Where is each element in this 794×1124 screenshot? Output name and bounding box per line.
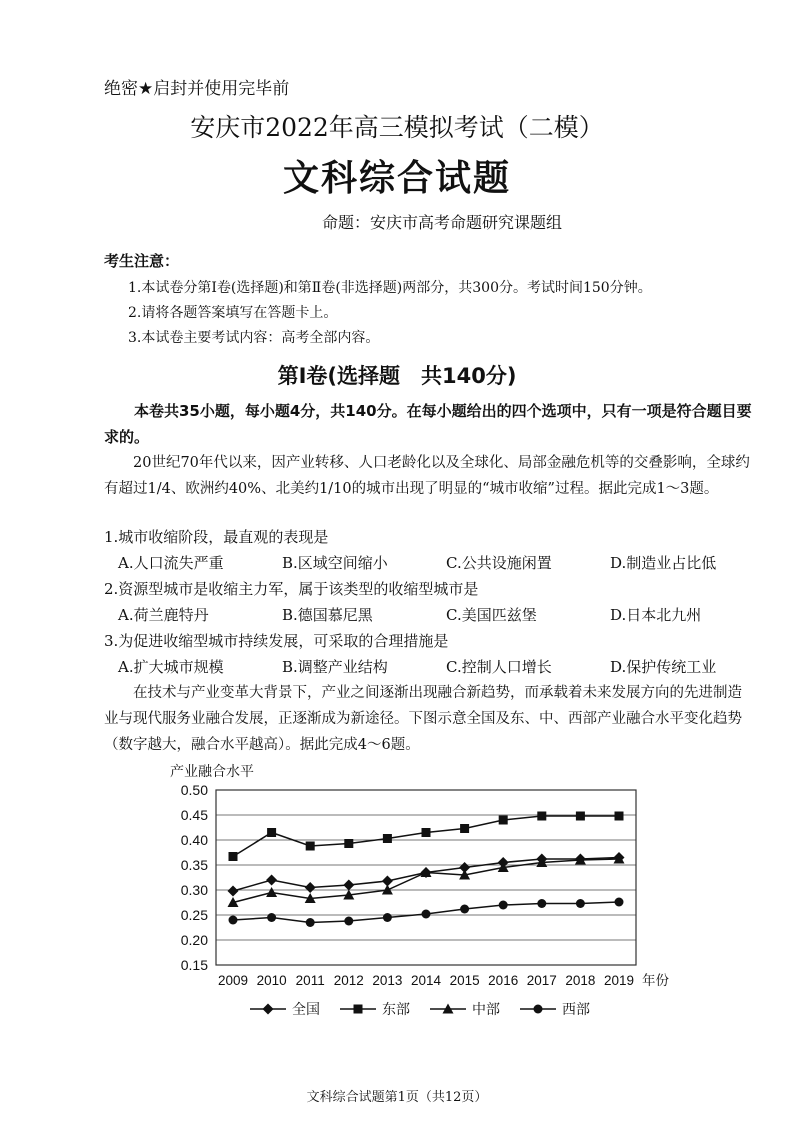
data-point [460,905,469,914]
data-point [576,899,585,908]
x-tick-label: 2019 [603,973,635,988]
y-axis-label: 产业融合水平 [170,763,254,779]
question-stem: 1.城市收缩阶段，最直观的表现是 [104,528,329,546]
data-point [499,816,508,825]
data-point [228,886,239,897]
data-point [267,913,276,922]
legend-label: 中部 [472,1001,500,1017]
data-point [383,834,392,843]
question-stem: 3.为促进收缩型城市持续发展，可采取的合理措施是 [104,632,449,650]
x-tick-label: 2014 [410,973,442,988]
part-intro: 本卷共35小题，每小题4分，共140分。在每小题给出的四个选项中，只有一项是符合题目要求的。 [104,402,752,446]
paper-author: 命题：安庆市高考命题研究课题组 [321,213,562,232]
data-point [266,887,277,897]
legend-label: 东部 [382,1001,410,1017]
y-tick-label: 0.40 [180,832,208,848]
question-option: B.区域空间缩小 [282,554,388,572]
question-option: B.调整产业结构 [282,658,388,676]
x-tick-label: 2018 [565,973,596,988]
data-point [615,898,624,907]
x-tick-label: 2012 [333,973,364,988]
question-stem: 2.资源型城市是收缩主力军，属于该类型的收缩型城市是 [104,580,479,598]
legend-marker [354,1005,363,1014]
industry-fusion-chart [150,760,710,1020]
legend-marker [534,1005,543,1014]
data-point [306,842,315,851]
y-tick-label: 0.15 [180,957,208,973]
x-tick-label: 2016 [488,973,519,988]
legend-label: 西部 [562,1001,590,1017]
x-tick-label: 2009 [217,973,249,988]
data-point [615,812,624,821]
data-point [266,875,277,886]
data-point [344,839,353,848]
data-point [229,852,238,861]
x-tick-label: 2010 [256,973,287,988]
series-line [233,859,619,903]
data-point [499,901,508,910]
notice-item: 2.请将各题答案填写在答题卡上。 [128,305,338,321]
question-option: C.控制人口增长 [446,658,552,676]
part-title: 第Ⅰ卷(选择题 共140分) [277,364,517,388]
question-option: A.扩大城市规模 [118,658,224,676]
y-tick-label: 0.25 [180,907,208,923]
paper-title: 文科综合试题 [282,158,511,199]
data-point [267,828,276,837]
notice-item: 3.本试卷主要考试内容：高考全部内容。 [128,330,380,346]
x-tick-label: 2017 [526,973,557,988]
y-tick-label: 0.50 [180,782,208,798]
question-option: A.人口流失严重 [118,554,224,572]
question-option: C.美国匹兹堡 [446,606,537,624]
data-point [229,916,238,925]
question-option: D.日本北九州 [610,606,702,624]
question-option: A.荷兰鹿特丹 [118,606,209,624]
data-point [460,824,469,833]
x-axis-label: 年份 [642,973,669,988]
exam-title: 安庆市2022年高三模拟考试（二模） [190,113,604,142]
y-tick-label: 0.30 [180,882,208,898]
data-point [422,910,431,919]
question-option: C.公共设施闲置 [446,554,552,572]
data-point [383,913,392,922]
data-point [344,917,353,926]
x-tick-label: 2013 [372,973,403,988]
question-option: D.制造业占比低 [610,554,717,572]
data-point [537,812,546,821]
legend-label: 全国 [292,1001,320,1017]
confidential-note: 绝密★启封并使用完毕前 [104,79,290,99]
y-tick-label: 0.20 [180,932,208,948]
question-option: B.德国慕尼黑 [282,606,373,624]
y-tick-label: 0.35 [180,857,208,873]
question-option: D.保护传统工业 [610,658,717,676]
passage-2: 在技术与产业变革大背景下，产业之间逐渐出现融合新趋势，而承载着未来发展方向的先进制造业与现代服务业融合发展，正逐渐成为新途径。下图示意全国及东、中、西部产业融合水平变化趋势（数字越大，融合水平越高）。据此完成4～6题。 [104,685,742,753]
data-point [343,880,354,891]
data-point [537,899,546,908]
y-tick-label: 0.45 [180,807,208,823]
x-tick-label: 2011 [295,973,325,988]
notice-item: 1.本试卷分第Ⅰ卷(选择题)和第Ⅱ卷(非选择题)两部分，共300分。考试时间150分钟。 [128,280,652,296]
page-footer: 文科综合试题第1页（共12页） [306,1090,488,1105]
legend-marker [263,1004,274,1015]
notice-heading: 考生注意： [104,252,180,270]
x-tick-label: 2015 [449,973,480,988]
data-point [306,918,315,927]
passage-1: 20世纪70年代以来，因产业转移、人口老龄化以及全球化、局部金融危机等的交叠影响，全球约有超过1/4、欧洲约40%、北美约1/10的城市出现了明显的“城市收缩”过程。据此完成1～3题。 [104,455,750,497]
data-point [576,812,585,821]
data-point [305,882,316,893]
data-point [422,828,431,837]
